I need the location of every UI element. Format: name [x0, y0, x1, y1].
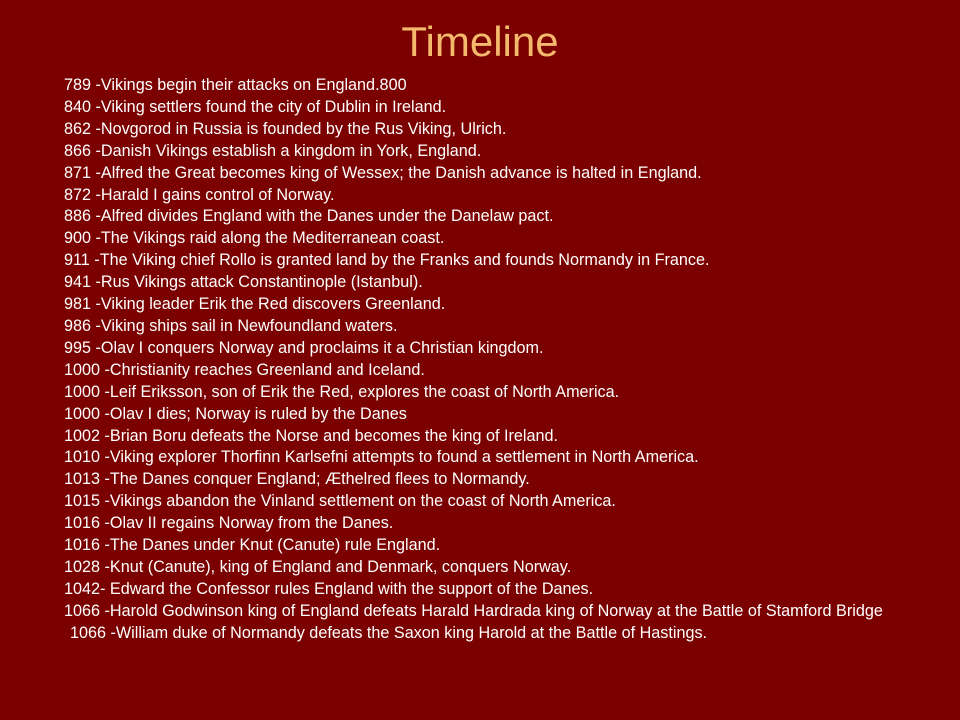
timeline-list: [64, 75, 944, 645]
timeline-entry: 866 -Danish Vikings establish a kingdom in York, England.: [64, 141, 482, 160]
timeline-entry: 981 -Viking leader Erik the Red discovers Greenland.: [64, 295, 446, 314]
timeline-entry: 1016 -The Danes under Knut (Canute) rule England.: [64, 536, 441, 555]
timeline-entry: 1028 -Knut (Canute), king of England and Denmark, conquers Norway.: [64, 557, 572, 576]
timeline-entry: 871 -Alfred the Great becomes king of Wessex; the Danish advance is halted in England.: [64, 163, 702, 182]
timeline-entry: 789 -Vikings begin their attacks on England.800: [64, 76, 407, 94]
timeline-entry: 1042- Edward the Confessor rules England with the support of the Danes.: [64, 579, 594, 598]
timeline-entry: 840 -Viking settlers found the city of Dublin in Ireland.: [64, 97, 447, 116]
timeline-entry: 995 -Olav I conquers Norway and proclaims it a Christian kingdom.: [64, 338, 544, 357]
timeline-entry: 1002 -Brian Boru defeats the Norse and becomes the king of Ireland.: [64, 426, 559, 445]
timeline-entry: 1016 -Olav II regains Norway from the Danes.: [64, 514, 394, 533]
timeline-entry: 886 -Alfred divides England with the Danes under the Danelaw pact.: [64, 207, 554, 226]
timeline-entry: 1015 -Vikings abandon the Vinland settlement on the coast of North America.: [64, 492, 616, 511]
timeline-entry: 1000 -Olav I dies; Norway is ruled by the Danes: [64, 404, 407, 423]
timeline-entry: 1066 -William duke of Normandy defeats the Saxon king Harold at the Battle of Hastings.: [70, 623, 708, 642]
timeline-entry: 1066 -Harold Godwinson king of England defeats Harald Hardrada king of Norway at the Battle of Stamford Bridge: [64, 601, 883, 620]
timeline-entry: 986 -Viking ships sail in Newfoundland waters.: [64, 316, 398, 335]
timeline-entry: 900 -The Vikings raid along the Mediterranean coast.: [64, 229, 445, 248]
timeline-entry: 941 -Rus Vikings attack Constantinople (Istanbul).: [64, 273, 423, 292]
timeline-entry: 1013 -The Danes conquer England; Æthelred flees to Normandy.: [64, 470, 530, 489]
slide-title: Timeline: [401, 18, 559, 65]
timeline-entry: 1000 -Christianity reaches Greenland and Iceland.: [64, 360, 425, 379]
timeline-entry: 872 -Harald I gains control of Norway.: [64, 185, 335, 204]
timeline-entry: 1000 -Leif Eriksson, son of Erik the Red, explores the coast of North America.: [64, 382, 620, 401]
timeline-entry: 1010 -Viking explorer Thorfinn Karlsefni attempts to found a settlement in North America.: [64, 448, 699, 467]
timeline-entry: 911 -The Viking chief Rollo is granted land by the Franks and founds Normandy in France.: [64, 251, 710, 270]
timeline-entry: 862 -Novgorod in Russia is founded by the Rus Viking, Ulrich.: [64, 119, 507, 138]
